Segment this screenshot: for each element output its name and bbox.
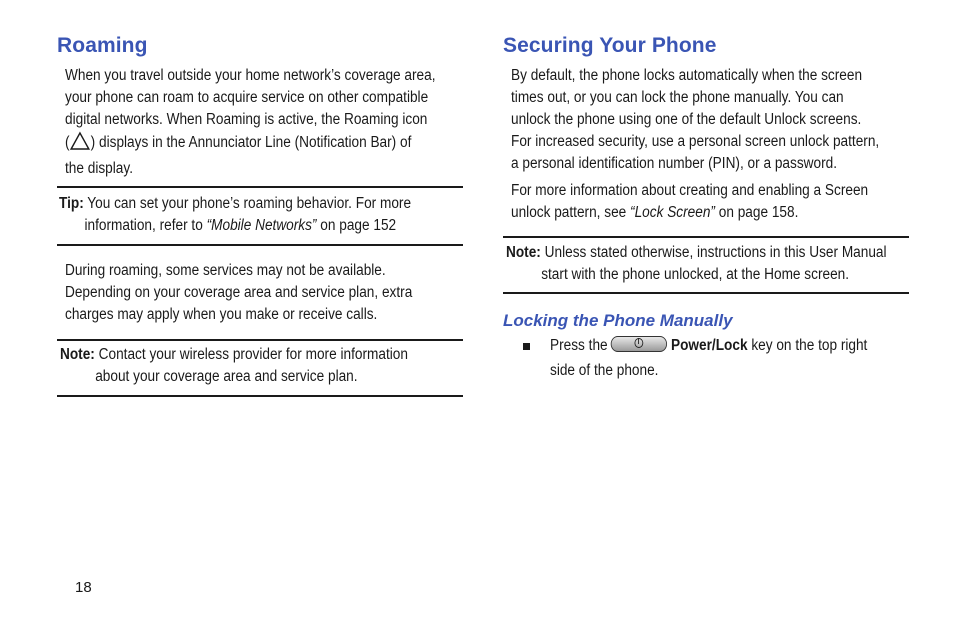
roaming-icon	[70, 131, 91, 158]
securing-more-info-paragraph: For more information about creating and enabling a Screen unlock pattern, see “Lock Screen” on page 158.	[511, 182, 869, 221]
note-bottom-rule	[57, 395, 463, 397]
tip-bottom-rule	[57, 244, 463, 246]
mobile-networks-link[interactable]: “Mobile Networks”	[206, 217, 317, 234]
securing-paragraph: By default, the phone locks automatically when the screen times out, or you can lock the phone manually. You can unlock the phone using one of the default Unlock screens. For increased security, use a personal screen unlock pattern, a personal identification number (PIN), or a password.	[511, 67, 880, 172]
securing-note-bottom-rule	[503, 292, 909, 294]
tip-label: Tip:	[59, 195, 84, 212]
note-top-rule	[57, 339, 463, 341]
securing-heading: Securing Your Phone	[503, 34, 717, 57]
page-number: 18	[75, 579, 92, 596]
note-label: Note:	[60, 346, 95, 363]
bullet-marker	[523, 343, 530, 350]
roaming-services-paragraph: During roaming, some services may not be available. Depending on your coverage area and service plan, extra charges may apply when you make or receive calls.	[65, 262, 413, 323]
roaming-paragraph: When you travel outside your home network’s coverage area, your phone can roam to acquire service on other compatible digital networks. When Roaming is active, the Roaming icon ( ) displays in the Annunciator Line (Notification Bar) of the display.	[65, 67, 436, 177]
locking-subheading: Locking the Phone Manually	[503, 311, 733, 330]
bullet-item: Press the Power/Lock key on the top right side of the phone.	[550, 337, 868, 379]
power-key-icon	[611, 336, 667, 352]
note-label: Note:	[506, 244, 541, 261]
roaming-heading: Roaming	[57, 34, 148, 57]
lock-screen-link[interactable]: “Lock Screen”	[630, 204, 715, 221]
roaming-note-block: Note: Contact your wireless provider for more information about your coverage area and service plan.	[60, 346, 408, 385]
tip-block: Tip: You can set your phone’s roaming behavior. For more information, refer to “Mobile Networks” on page 152	[59, 195, 412, 234]
securing-note-top-rule	[503, 236, 909, 238]
securing-note-block: Note: Unless stated otherwise, instructions in this User Manual start with the phone unlocked, at the Home screen.	[506, 244, 887, 283]
tip-top-rule	[57, 186, 463, 188]
